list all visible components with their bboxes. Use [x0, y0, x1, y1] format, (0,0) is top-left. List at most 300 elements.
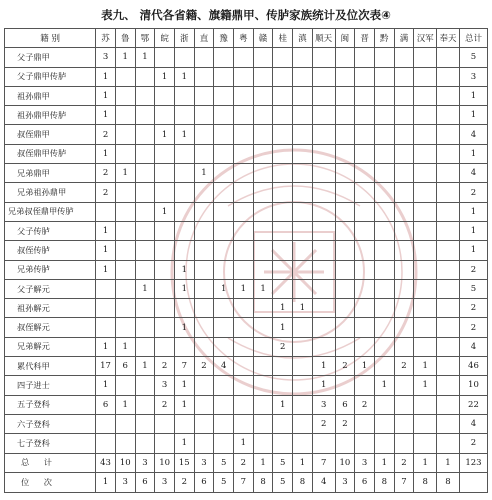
table-cell [312, 67, 335, 86]
table-cell [394, 260, 414, 279]
table-row [5, 299, 488, 318]
table-cell [335, 144, 355, 163]
table-cell [437, 164, 460, 183]
column-header: 浙 [174, 29, 194, 48]
table-cell [312, 164, 335, 183]
column-header: 黔 [374, 29, 394, 48]
table-cell [214, 144, 234, 163]
table-cell [155, 414, 175, 433]
table-cell [312, 434, 335, 453]
table-cell [253, 106, 273, 125]
table-row [5, 48, 488, 67]
table-cell [234, 299, 254, 318]
table-cell: 1 [115, 395, 135, 414]
table-cell [293, 376, 313, 395]
table-cell: 5 [273, 453, 293, 473]
table-cell [214, 125, 234, 144]
table-cell: 1 [174, 376, 194, 395]
table-cell [135, 299, 155, 318]
table-cell [96, 318, 116, 337]
table-cell [115, 202, 135, 221]
row-label: 累代科甲 [5, 357, 96, 376]
table-cell [234, 183, 254, 202]
row-total-cell: 46 [459, 357, 487, 376]
table-cell [374, 48, 394, 67]
table-cell: 1 [312, 357, 335, 376]
table-cell [194, 376, 214, 395]
table-cell [234, 67, 254, 86]
table-cell [253, 357, 273, 376]
table-cell: 1 [214, 279, 234, 298]
table-cell [273, 376, 293, 395]
table-cell [414, 260, 437, 279]
table-cell [234, 86, 254, 105]
table-cell: 1 [374, 376, 394, 395]
table-cell [374, 357, 394, 376]
table-cell: 2 [96, 164, 116, 183]
table-cell: 1 [174, 260, 194, 279]
row-total-cell: 10 [459, 376, 487, 395]
row-label: 祖孙鼎甲传胪 [5, 106, 96, 125]
table-cell [174, 337, 194, 356]
table-cell [293, 260, 313, 279]
table-cell: 1 [174, 434, 194, 453]
table-cell [374, 164, 394, 183]
table-cell: 1 [293, 453, 313, 473]
table-cell [253, 164, 273, 183]
table-cell [115, 260, 135, 279]
table-row [5, 279, 488, 298]
table-cell [194, 106, 214, 125]
table-cell [293, 183, 313, 202]
table-cell [312, 279, 335, 298]
row-label: 四子进士 [5, 376, 96, 395]
table-cell [135, 434, 155, 453]
table-cell: 5 [273, 473, 293, 493]
table-cell [394, 376, 414, 395]
table-cell: 2 [394, 453, 414, 473]
table-row [5, 125, 488, 144]
table-cell [194, 318, 214, 337]
table-cell [135, 414, 155, 433]
table-cell [214, 86, 234, 105]
table-cell: 1 [96, 86, 116, 105]
table-cell [234, 357, 254, 376]
table-cell: 3 [355, 453, 375, 473]
row-total-cell: 5 [459, 48, 487, 67]
row-total-cell: 1 [459, 144, 487, 163]
table-row [5, 86, 488, 105]
table-cell [293, 164, 313, 183]
table-row [5, 434, 488, 453]
table-cell [355, 106, 375, 125]
row-total-cell: 2 [459, 299, 487, 318]
table-cell [253, 395, 273, 414]
table-cell [253, 376, 273, 395]
table-cell [414, 241, 437, 260]
table-cell [273, 67, 293, 86]
table-cell: 10 [155, 453, 175, 473]
table-cell [253, 48, 273, 67]
table-cell [115, 241, 135, 260]
table-cell: 5 [214, 473, 234, 493]
table-cell: 7 [394, 473, 414, 493]
table-cell: 1 [96, 376, 116, 395]
table-cell [293, 106, 313, 125]
table-cell [374, 395, 394, 414]
table-cell [96, 279, 116, 298]
table-cell [214, 221, 234, 240]
header-row [5, 29, 488, 48]
table-cell [394, 279, 414, 298]
statistics-table [4, 28, 488, 493]
table-cell [155, 260, 175, 279]
table-cell [394, 241, 414, 260]
table-cell: 8 [374, 473, 394, 493]
table-cell [135, 86, 155, 105]
table-cell [234, 414, 254, 433]
table-cell [293, 434, 313, 453]
table-cell [135, 202, 155, 221]
table-cell [414, 164, 437, 183]
table-cell: 1 [115, 164, 135, 183]
table-cell: 2 [155, 395, 175, 414]
table-cell [135, 106, 155, 125]
row-total-cell: 123 [459, 453, 487, 473]
table-cell [335, 67, 355, 86]
table-cell [355, 144, 375, 163]
row-label: 父子解元 [5, 279, 96, 298]
table-cell [312, 125, 335, 144]
table-cell: 1 [312, 376, 335, 395]
table-cell [355, 48, 375, 67]
table-cell [155, 299, 175, 318]
row-total-cell: 4 [459, 337, 487, 356]
table-cell [155, 86, 175, 105]
table-cell [394, 67, 414, 86]
column-header: 直 [194, 29, 214, 48]
table-cell [437, 357, 460, 376]
table-cell [155, 164, 175, 183]
table-cell: 1 [155, 67, 175, 86]
row-total-cell: 2 [459, 183, 487, 202]
table-cell [273, 279, 293, 298]
table-cell [155, 318, 175, 337]
table-cell [355, 125, 375, 144]
table-cell [214, 183, 234, 202]
table-cell [394, 183, 414, 202]
table-cell: 1 [115, 48, 135, 67]
row-header-label: 籍 别 [5, 29, 96, 48]
row-total-cell: 5 [459, 279, 487, 298]
table-cell: 3 [335, 473, 355, 493]
table-cell [253, 202, 273, 221]
row-label: 父子鼎甲传胪 [5, 67, 96, 86]
table-cell [214, 202, 234, 221]
table-cell [155, 241, 175, 260]
table-cell [293, 125, 313, 144]
table-cell [437, 67, 460, 86]
table-cell [234, 260, 254, 279]
table-cell: 8 [253, 473, 273, 493]
table-cell [135, 67, 155, 86]
table-cell [174, 183, 194, 202]
row-total-cell: 1 [459, 202, 487, 221]
table-cell [234, 202, 254, 221]
table-cell [293, 202, 313, 221]
table-cell [374, 279, 394, 298]
table-cell: 1 [174, 125, 194, 144]
table-cell [293, 318, 313, 337]
table-cell [293, 48, 313, 67]
table-cell [96, 434, 116, 453]
table-cell [394, 106, 414, 125]
table-cell [273, 434, 293, 453]
table-cell [374, 183, 394, 202]
table-cell [312, 202, 335, 221]
row-label: 五子登科 [5, 395, 96, 414]
table-cell [253, 241, 273, 260]
table-cell [273, 202, 293, 221]
table-cell [355, 183, 375, 202]
table-cell [394, 86, 414, 105]
table-cell [355, 414, 375, 433]
table-cell: 1 [253, 453, 273, 473]
column-header: 苏 [96, 29, 116, 48]
table-cell [214, 376, 234, 395]
table-cell [214, 337, 234, 356]
table-cell [374, 414, 394, 433]
table-cell [437, 106, 460, 125]
row-label: 兄弟解元 [5, 337, 96, 356]
table-cell [335, 125, 355, 144]
row-total-cell: 1 [459, 221, 487, 240]
table-cell [253, 299, 273, 318]
table-cell [335, 299, 355, 318]
table-cell: 1 [194, 164, 214, 183]
table-cell [115, 299, 135, 318]
table-cell [335, 48, 355, 67]
table-cell [115, 376, 135, 395]
table-cell [155, 434, 175, 453]
table-cell [234, 241, 254, 260]
table-cell [312, 241, 335, 260]
table-cell [355, 86, 375, 105]
row-label: 兄弟祖孙鼎甲 [5, 183, 96, 202]
table-cell: 2 [234, 453, 254, 473]
table-cell: 1 [414, 357, 437, 376]
table-cell [293, 144, 313, 163]
row-total-cell: 2 [459, 434, 487, 453]
row-label: 父子鼎甲 [5, 48, 96, 67]
table-cell [312, 48, 335, 67]
table-cell [394, 202, 414, 221]
table-cell [437, 337, 460, 356]
table-cell: 1 [135, 357, 155, 376]
table-cell [214, 414, 234, 433]
row-label: 七子登科 [5, 434, 96, 453]
table-cell [394, 125, 414, 144]
table-cell [437, 125, 460, 144]
table-cell [155, 221, 175, 240]
table-cell [437, 260, 460, 279]
row-total-cell: 4 [459, 164, 487, 183]
row-total-cell: 4 [459, 414, 487, 433]
table-cell [374, 144, 394, 163]
table-cell [437, 414, 460, 433]
table-cell: 1 [115, 337, 135, 356]
table-cell [155, 48, 175, 67]
table-cell [135, 144, 155, 163]
table-cell: 4 [214, 357, 234, 376]
table-cell [414, 414, 437, 433]
table-cell [234, 106, 254, 125]
table-cell [293, 241, 313, 260]
table-cell: 1 [234, 434, 254, 453]
column-header: 鲁 [115, 29, 135, 48]
table-cell: 1 [174, 395, 194, 414]
table-cell: 1 [293, 299, 313, 318]
table-cell [414, 202, 437, 221]
table-cell [253, 183, 273, 202]
table-cell: 6 [194, 473, 214, 493]
table-cell [293, 67, 313, 86]
table-cell [115, 144, 135, 163]
table-cell [355, 299, 375, 318]
column-header: 皖 [155, 29, 175, 48]
table-cell: 10 [115, 453, 135, 473]
table-cell: 1 [234, 279, 254, 298]
table-cell [135, 125, 155, 144]
table-cell [437, 395, 460, 414]
table-cell: 7 [234, 473, 254, 493]
table-cell [374, 86, 394, 105]
table-cell [253, 414, 273, 433]
table-cell [194, 144, 214, 163]
table-cell: 2 [194, 357, 214, 376]
table-cell: 2 [335, 357, 355, 376]
table-cell [194, 221, 214, 240]
row-total-cell: 1 [459, 241, 487, 260]
table-cell [312, 86, 335, 105]
table-cell [273, 125, 293, 144]
table-cell [414, 67, 437, 86]
table-cell [273, 183, 293, 202]
column-header: 桂 [273, 29, 293, 48]
table-cell [312, 260, 335, 279]
table-cell [115, 279, 135, 298]
table-cell: 1 [273, 318, 293, 337]
table-cell [414, 125, 437, 144]
table-cell: 3 [115, 473, 135, 493]
table-cell [234, 337, 254, 356]
table-cell [194, 299, 214, 318]
table-cell [437, 144, 460, 163]
table-cell [194, 337, 214, 356]
table-cell: 2 [394, 357, 414, 376]
table-cell [135, 164, 155, 183]
table-cell: 2 [273, 337, 293, 356]
table-cell: 7 [174, 357, 194, 376]
table-cell [194, 202, 214, 221]
table-cell [335, 183, 355, 202]
row-label: 叔侄鼎甲 [5, 125, 96, 144]
table-cell [394, 318, 414, 337]
table-cell [312, 106, 335, 125]
table-cell [335, 241, 355, 260]
table-cell: 6 [355, 473, 375, 493]
table-cell [273, 86, 293, 105]
row-label: 兄弟叔侄鼎甲传胪 [5, 202, 96, 221]
table-cell [115, 183, 135, 202]
table-cell [293, 337, 313, 356]
table-cell [374, 125, 394, 144]
table-cell: 1 [155, 202, 175, 221]
column-header: 满 [394, 29, 414, 48]
table-cell: 6 [96, 395, 116, 414]
row-total-cell [459, 473, 487, 493]
table-cell [253, 260, 273, 279]
table-cell [394, 144, 414, 163]
table-cell [273, 260, 293, 279]
table-cell [174, 86, 194, 105]
table-cell [194, 434, 214, 453]
table-cell [394, 395, 414, 414]
table-row [5, 473, 488, 493]
table-cell [437, 279, 460, 298]
table-cell [394, 414, 414, 433]
row-label: 祖孙鼎甲 [5, 86, 96, 105]
table-cell: 8 [414, 473, 437, 493]
row-total-cell: 1 [459, 106, 487, 125]
table-cell [414, 221, 437, 240]
table-cell: 1 [355, 357, 375, 376]
column-header: 顺天 [312, 29, 335, 48]
table-cell [355, 434, 375, 453]
table-cell: 4 [312, 473, 335, 493]
table-cell [115, 106, 135, 125]
table-cell [234, 221, 254, 240]
table-cell [374, 260, 394, 279]
table-cell: 1 [414, 453, 437, 473]
table-cell [414, 318, 437, 337]
table-cell [335, 106, 355, 125]
column-header: 闽 [335, 29, 355, 48]
table-cell [335, 260, 355, 279]
table-cell [135, 260, 155, 279]
table-cell: 2 [174, 473, 194, 493]
table-cell [155, 337, 175, 356]
column-header: 豫 [214, 29, 234, 48]
table-cell [355, 318, 375, 337]
table-cell [174, 106, 194, 125]
table-cell [273, 164, 293, 183]
table-cell [135, 183, 155, 202]
row-label: 父子传胪 [5, 221, 96, 240]
table-cell [115, 414, 135, 433]
table-row [5, 67, 488, 86]
table-cell [253, 337, 273, 356]
table-cell [335, 202, 355, 221]
table-cell: 3 [155, 473, 175, 493]
table-cell [194, 125, 214, 144]
table-cell: 1 [174, 67, 194, 86]
table-cell [174, 221, 194, 240]
table-cell [194, 414, 214, 433]
table-row [5, 357, 488, 376]
table-cell [293, 414, 313, 433]
table-cell [394, 337, 414, 356]
